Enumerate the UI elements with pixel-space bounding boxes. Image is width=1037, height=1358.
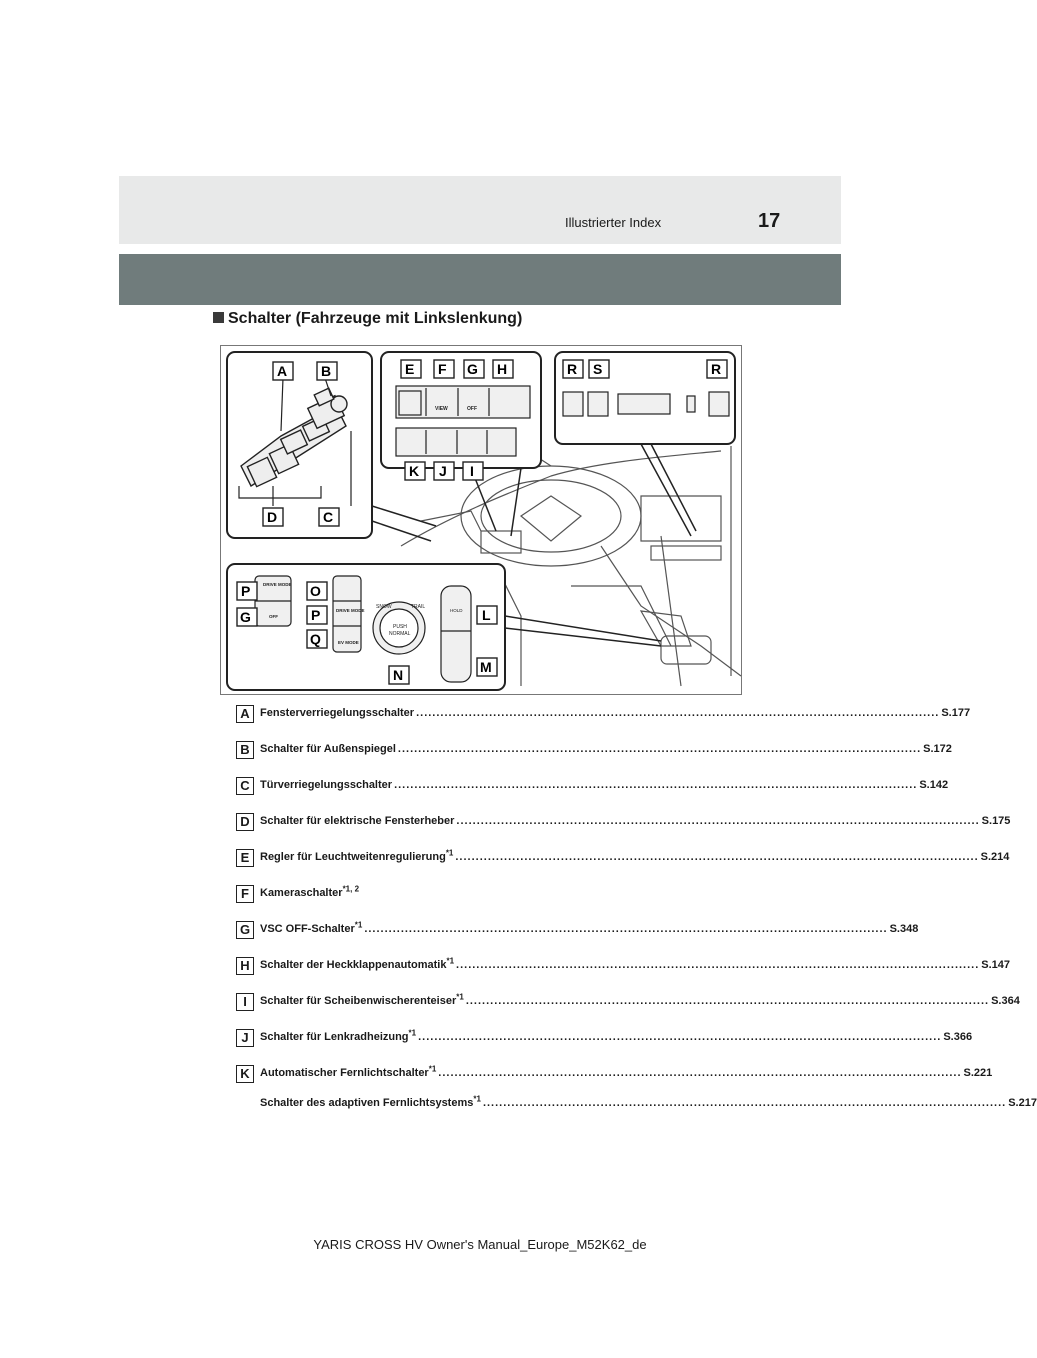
heading-text: Schalter (Fahrzeuge mit Linkslenkung) [228,310,523,327]
svg-text:K: K [409,463,420,479]
header-band [119,176,841,244]
svg-text:H: H [497,361,508,377]
page-reference: S.364 [991,995,1020,1007]
title-band [119,254,841,305]
list-item [236,848,1010,869]
switch-illustration [220,345,742,695]
view-switch-text: VIEW [435,406,448,412]
page-reference: S.177 [941,707,971,719]
svg-text:L: L [482,607,491,623]
normal-text: NORMAL [389,631,411,637]
snow-text: SNOW [376,604,392,610]
svg-text:S: S [593,361,603,377]
svg-text:R: R [567,361,578,377]
entry-text[interactable]: Schalter für elektrische Fensterheber ................................................................................................................................. S.175 [260,815,1011,827]
drive-mode-text-1: DRIVE MODE [263,582,292,587]
list-item [236,741,952,761]
entry-text[interactable]: Schalter der Heckklappenautomatik$^{*1}$ ................................................................................................................................. S.147 [260,956,1011,971]
entry-letter: I [236,993,254,1011]
list-item [236,992,1020,1013]
svg-text:P: P [241,583,251,599]
svg-text:F: F [438,361,447,377]
svg-text:N: N [393,667,404,683]
svg-text:I: I [470,463,474,479]
page-heading [213,310,522,328]
entry-text[interactable]: Schalter für Außenspiegel ................................................................................................................................. S.172 [260,743,952,755]
list-item [236,1028,973,1049]
page-reference: S.147 [981,959,1011,971]
trail-text: TRAIL [411,604,426,610]
svg-text:E: E [405,361,415,377]
illustration-svg [221,346,741,694]
svg-text:D: D [267,509,278,525]
entry-text[interactable]: Schalter des adaptiven Fernlichtsystems$^{*1}$ ................................................................................................................................. S.217 [260,1094,1037,1109]
entry-letter: C [236,777,254,795]
svg-text:G: G [467,361,478,377]
hold-text: HOLD [450,608,463,613]
ev-mode-text: EV MODE [338,640,359,645]
entry-letter: E [236,849,254,867]
page-reference: S.172 [923,743,952,755]
entry-letter: D [236,813,254,831]
off-text: OFF [269,614,278,619]
section-title: Illustrierter Index [565,215,662,230]
svg-text:P: P [311,607,321,623]
entry-text[interactable]: Automatischer Fernlichtschalter$^{*1}$ ................................................................................................................................. S.221 [260,1064,993,1079]
push-text: PUSH [393,624,407,630]
entry-letter: G [236,921,254,939]
page-reference: S.366 [943,1031,973,1043]
svg-text:R: R [711,361,722,377]
page-reference: S.217 [1008,1097,1037,1109]
page-number: 17 [758,210,781,232]
entry-letter: J [236,1029,254,1047]
page-footer: YARIS CROSS HV Owner's Manual_Europe_M52K62_de [313,1237,647,1252]
list-item [236,956,1011,977]
entry-letter: B [236,741,254,759]
entry-text: Kameraschalter$^{*1, 2}$ [260,884,360,899]
entry-text[interactable]: Regler für Leuchtweitenregulierung$^{*1}$ ................................................................................................................................. S.214 [260,848,1010,863]
list-item [236,920,919,941]
svg-text:G: G [240,609,251,625]
svg-text:Q: Q [310,631,321,647]
list-item [236,885,723,905]
svg-text:M: M [480,659,492,675]
svg-text:J: J [439,463,447,479]
page-reference: S.175 [981,815,1011,827]
page-reference: S.214 [980,851,1010,863]
drive-mode-text-2: DRIVE MODE [336,608,365,613]
svg-text:C: C [323,509,334,525]
bullet-square-icon [213,312,224,323]
page-reference: S.142 [919,779,949,791]
entry-letter: A [236,705,254,723]
vsc-off-text: OFF [467,406,477,412]
svg-text:B: B [321,363,332,379]
list-item [236,777,949,797]
entry-text[interactable]: Schalter für Lenkradheizung$^{*1}$ ................................................................................................................................. S.366 [260,1028,973,1043]
entry-text[interactable]: VSC OFF-Schalter$^{*1}$ ................................................................................................................................. S.348 [260,920,919,935]
entry-text[interactable]: Türverriegelungsschalter ................................................................................................................................. S.142 [260,779,949,791]
svg-text:A: A [277,363,288,379]
entry-letter: K [236,1065,254,1083]
entry-text[interactable]: Schalter für Scheibenwischerenteiser$^{*1}$ ................................................................................................................................. S.364 [260,992,1020,1007]
page-reference: S.221 [963,1067,993,1079]
list-item [236,705,971,725]
entry-letter: F [236,885,254,903]
page-reference: S.348 [889,923,919,935]
svg-text:O: O [310,583,321,599]
list-item [236,813,1011,833]
list-item [236,1094,1037,1115]
entry-letter: H [236,957,254,975]
entry-text[interactable]: Fensterverriegelungsschalter ................................................................................................................................. S.177 [260,707,971,719]
list-item [236,1064,993,1085]
